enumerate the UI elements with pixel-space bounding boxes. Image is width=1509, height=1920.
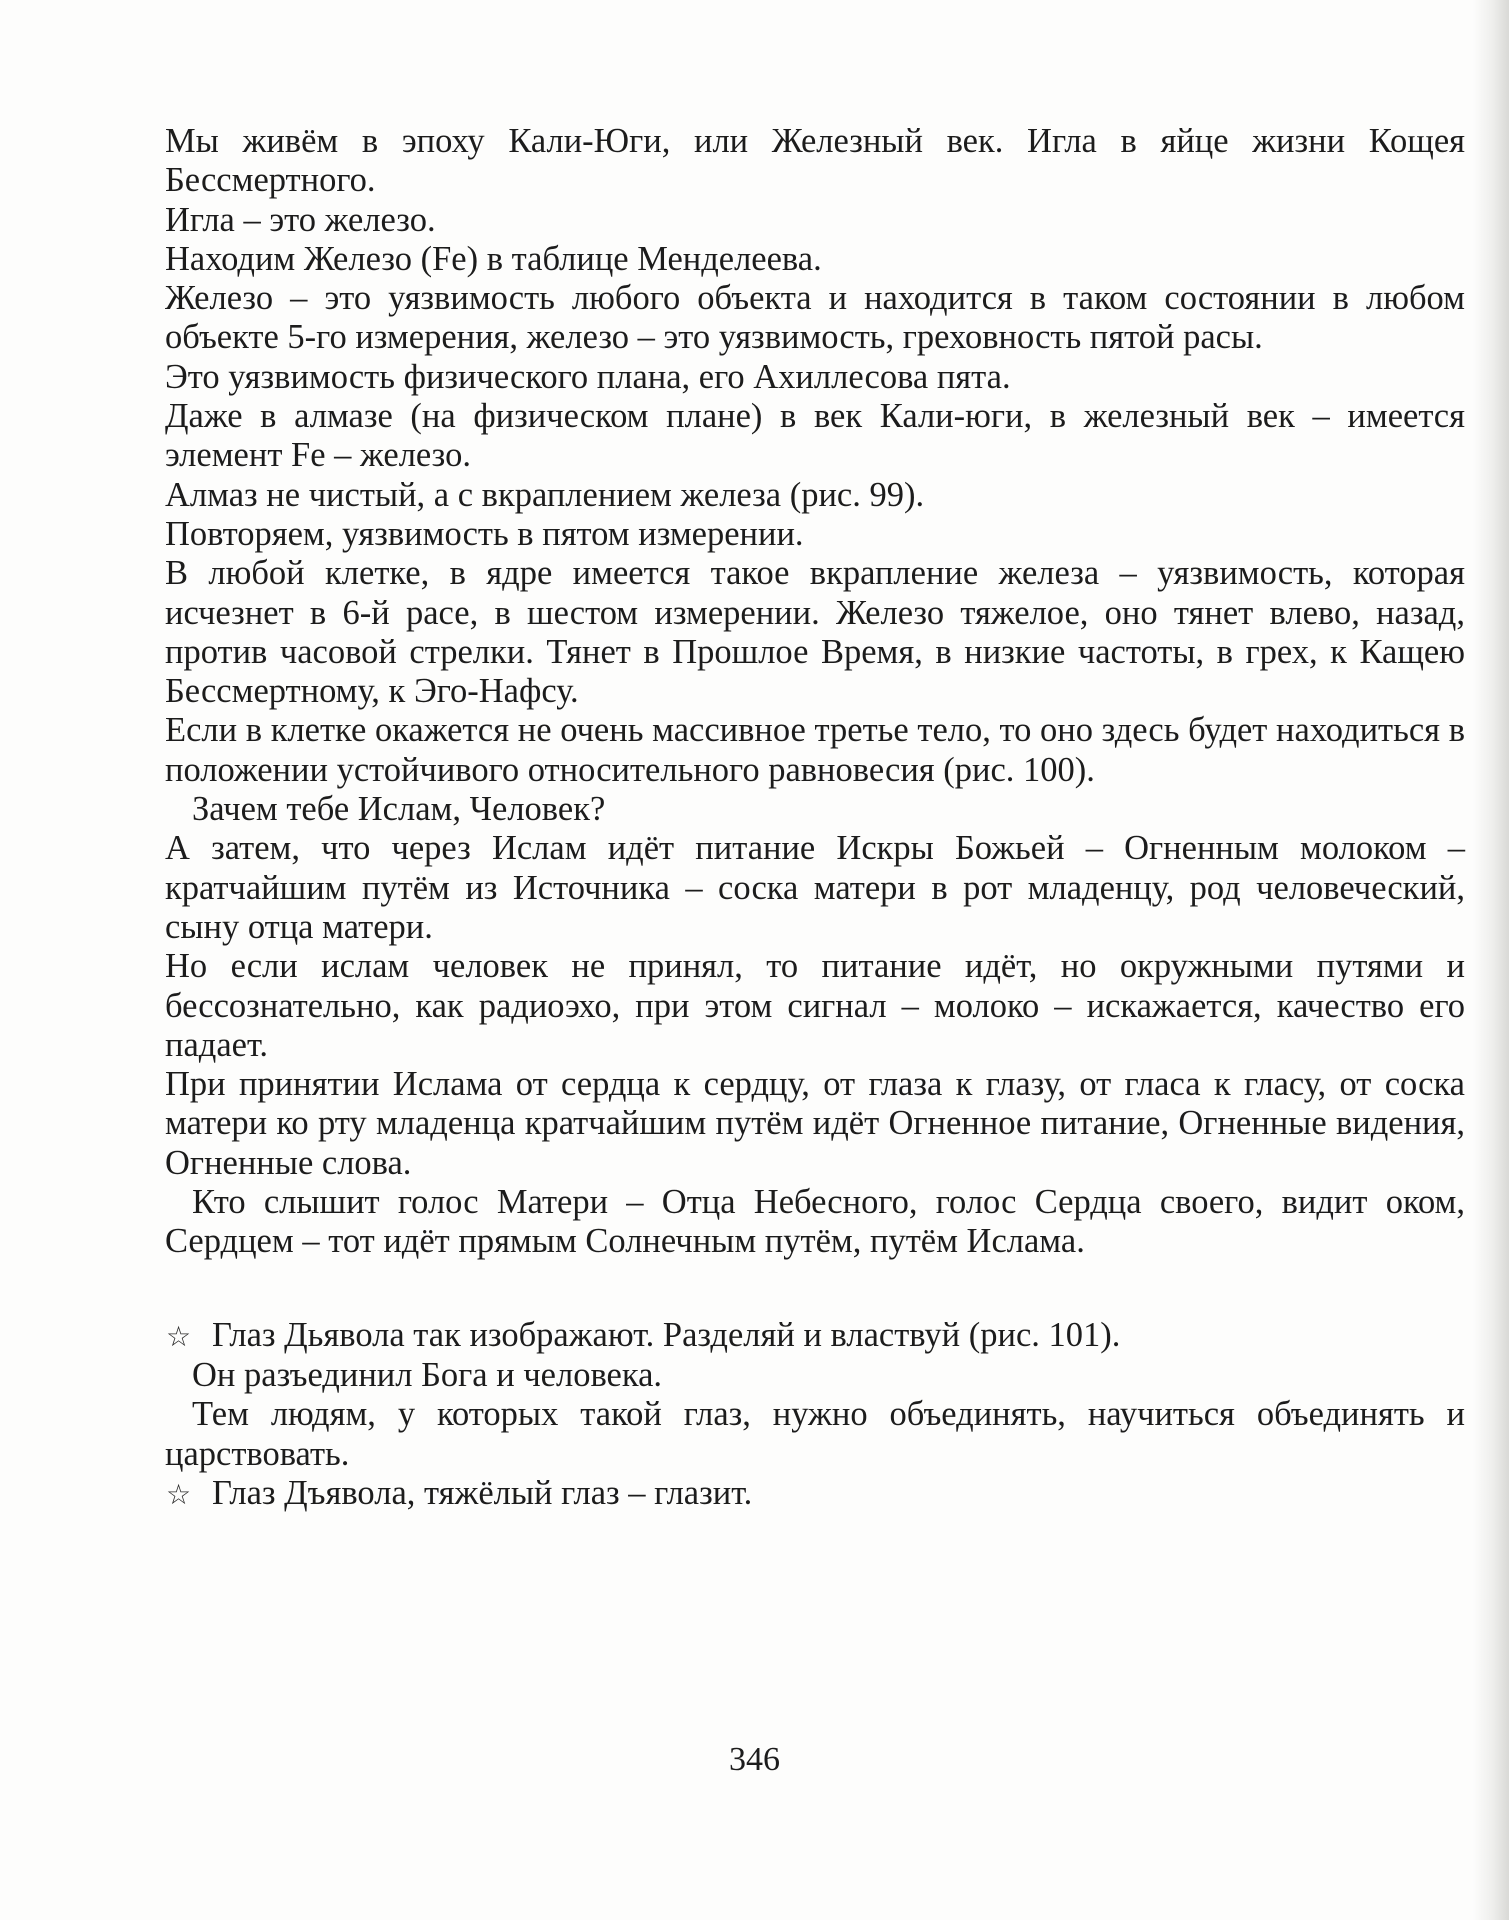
section-gap [165, 1262, 1465, 1316]
note-subline: Он разъединил Бога и человека. [192, 1355, 663, 1394]
paragraph: Кто слышит голос Матери – Отца Небесного, голос Сердца своего, видит оком, Сердцем – тот идёт прямым Солнечным путём, путём Ислама. [165, 1183, 1465, 1261]
paragraph: Находим Железо (Fe) в таблице Менделеева. [165, 239, 822, 278]
paragraph: В любой клетке, в ядре имеется такое вкрапление железа – уязвимость, которая исчезнет в 6-й расе, в шестом измерении. Железо тяжелое, оно тянет влево, назад, против часовой стрелки. Тянет в Прошлое Время, в низкие частоты, в грех, к Кащею Бессмертному, к Эго-Нафсу. [165, 554, 1465, 711]
page-edge-shadow [1473, 0, 1509, 1920]
paragraph: Но если ислам человек не принял, то питание идёт, но окружными путями и бессознательно, как радиоэхо, при этом сигнал – молоко – искажается, качество его падает. [165, 947, 1465, 1064]
paragraph: Железо – это уязвимость любого объекта и находится в таком состоянии в любом объекте 5-го измерения, железо – это уязвимость, греховность пятой расы. [165, 279, 1465, 357]
paragraph: Даже в алмазе (на физическом плане) в век Кали-юги, в железный век – имеется элемент Fe – железо. [165, 397, 1465, 475]
paragraph: А затем, что через Ислам идёт питание Искры Божьей – Огненным молоком – кратчайшим путём из Источника – соска матери в рот младенцу, род человеческий, сыну отца матери. [165, 829, 1465, 946]
paragraph: Зачем тебе Ислам, Человек? [192, 790, 606, 829]
paragraph: Если в клетке окажется не очень массивное третье тело, то оно здесь будет находиться в положении устойчивого относительного равновесия (рис. 100). [165, 711, 1465, 789]
paragraph: Игла – это железо. [165, 200, 436, 239]
note-text: Глаз Дъявола, тяжёлый глаз – глазит. [212, 1473, 753, 1512]
main-text [165, 122, 1465, 1514]
paragraph: При принятии Ислама от сердца к сердцу, от глаза к глазу, от гласа к гласу, от соска матери ко рту младенца кратчайшим путём идёт Огненное питание, Огненные видения, Огненные слова. [165, 1065, 1465, 1182]
paragraph: Алмаз не чистый, а с вкраплением железа (рис. 99). [165, 475, 925, 514]
note-line [165, 1316, 1465, 1356]
page-number: 346 [729, 1741, 780, 1778]
note-subline: Тем людям, у которых такой глаз, нужно объединять, научиться объединять и царствовать. [165, 1395, 1465, 1473]
paragraph: Это уязвимость физического плана, его Ахиллесова пята. [165, 357, 1011, 396]
paragraph: Мы живём в эпоху Кали-Юги, или Железный век. Игла в яйце жизни Кощея Бессмертного. [165, 122, 1465, 200]
note-line [165, 1474, 1465, 1514]
star-icon: ☆ [165, 1477, 192, 1511]
star-icon: ☆ [165, 1319, 192, 1353]
note-text: Глаз Дьявола так изображают. Разделяй и властвуй (рис. 101). [212, 1315, 1121, 1354]
paragraph: Повторяем, уязвимость в пятом измерении. [165, 514, 804, 553]
